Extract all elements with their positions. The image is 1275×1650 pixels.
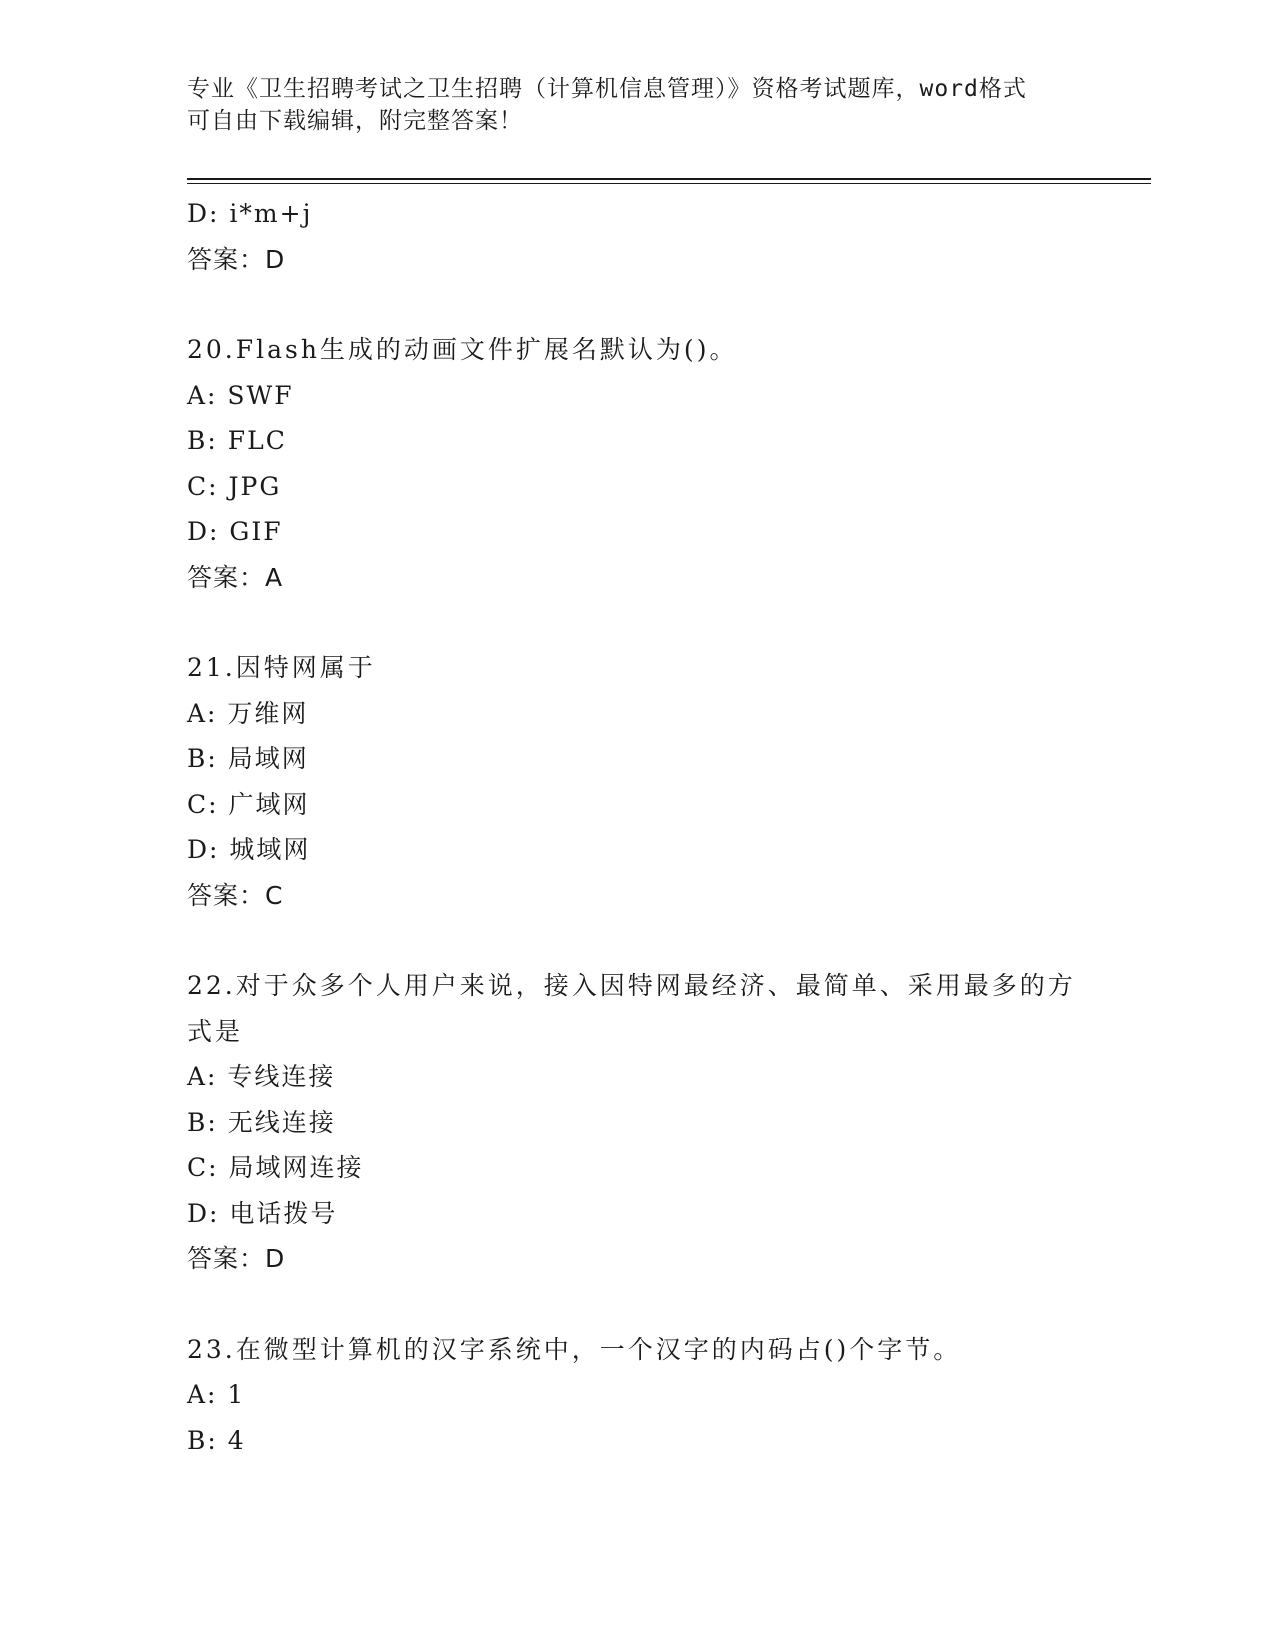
option-a: A: 1	[187, 1380, 246, 1409]
question-23	[187, 1327, 1087, 1464]
option-d: D: GIF	[187, 517, 283, 546]
option-b: B: FLC	[187, 426, 287, 455]
lead-option-d: D: i*m+j	[187, 199, 313, 228]
header-divider-thick	[187, 178, 1151, 180]
option-c: C: 局域网连接	[187, 1153, 364, 1182]
option-c: C: 广域网	[187, 789, 310, 819]
option-a: A: 专线连接	[187, 1062, 336, 1091]
option-d: D: 电话拨号	[187, 1198, 338, 1228]
question-21	[187, 645, 1087, 918]
question-stem: 21.因特网属于	[187, 653, 376, 682]
question-22	[187, 963, 1087, 1282]
option-b: B: 局域网	[187, 744, 309, 773]
option-c: C: JPG	[187, 471, 282, 501]
header-line-2: 可自由下载编辑，附完整答案！	[187, 108, 523, 134]
header-divider-thin	[187, 183, 1151, 184]
spacer	[187, 1282, 1087, 1327]
question-stem: 20.Flash生成的动画文件扩展名默认为()。	[187, 335, 738, 364]
question-20	[187, 327, 1087, 600]
option-b: B: 4	[187, 1425, 246, 1455]
document-header	[187, 73, 1067, 137]
question-stem: 22.对于众多个人用户来说，接入因特网最经济、最简单、采用最多的方式是	[187, 971, 1076, 1046]
lead-answer: 答案：D	[187, 244, 286, 274]
option-d: D: 城域网	[187, 835, 311, 864]
answer: 答案：A	[187, 562, 284, 592]
option-a: A: 万维网	[187, 698, 309, 728]
spacer	[187, 918, 1087, 963]
question-list	[187, 191, 1087, 1463]
option-a: A: SWF	[187, 380, 294, 410]
answer: 答案：C	[187, 880, 284, 910]
answer: 答案：D	[187, 1244, 286, 1273]
header-line-1: 专业《卫生招聘考试之卫生招聘（计算机信息管理）》资格考试题库，word格式	[187, 76, 1027, 102]
spacer	[187, 282, 1087, 327]
spacer	[187, 600, 1087, 645]
option-b: B: 无线连接	[187, 1107, 336, 1137]
question-stem: 23.在微型计算机的汉字系统中，一个汉字的内码占()个字节。	[187, 1334, 962, 1364]
